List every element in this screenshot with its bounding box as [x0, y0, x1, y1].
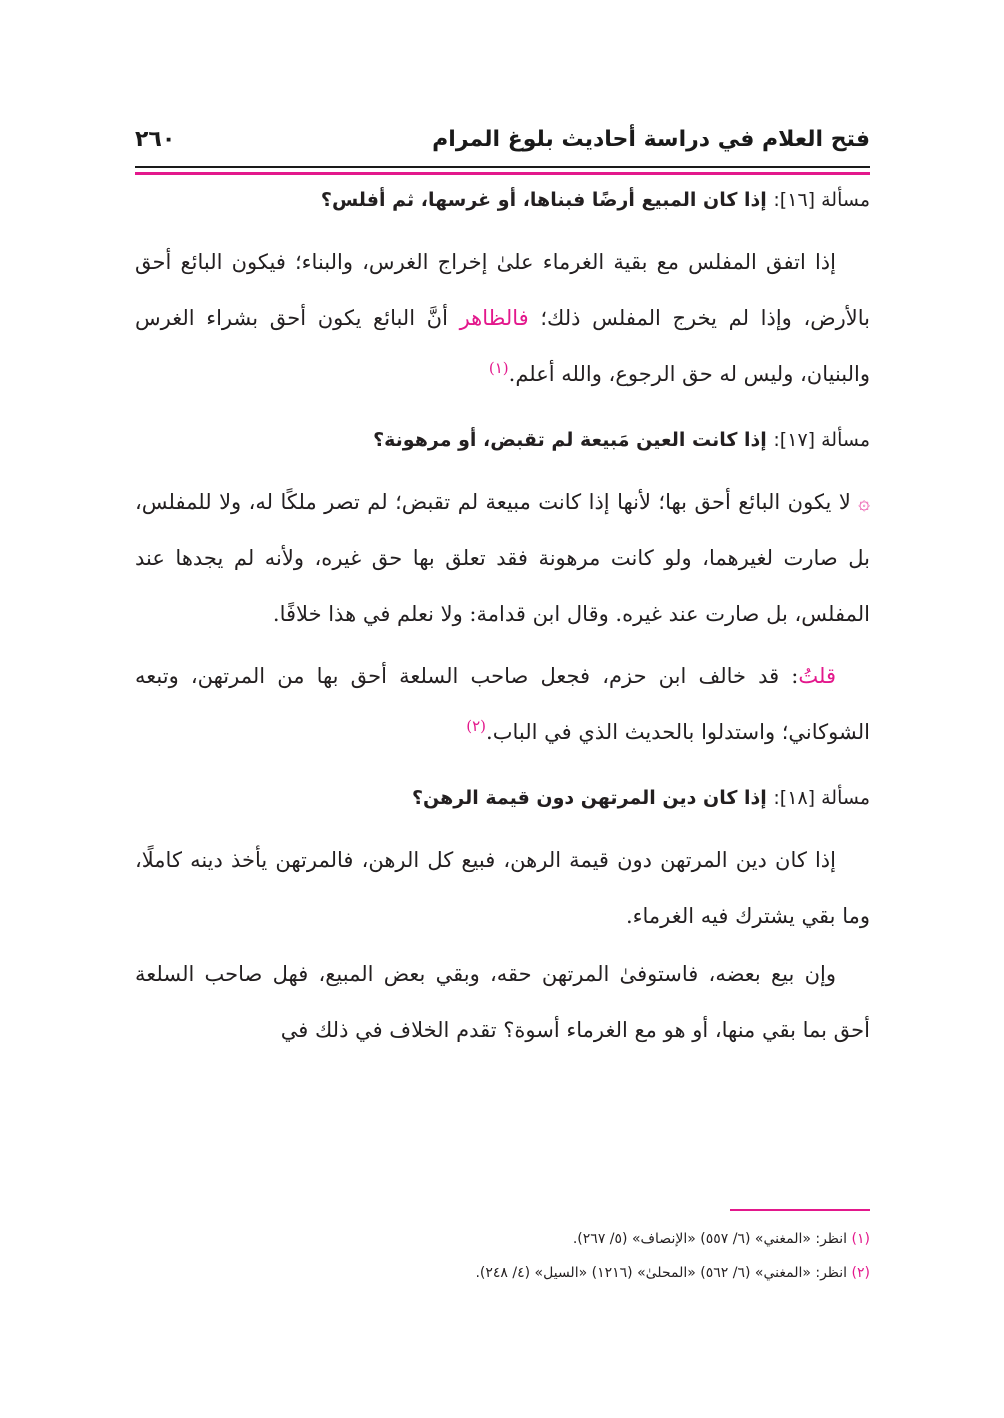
header-rule-pink: [135, 172, 870, 175]
issue-heading-18: [135, 778, 870, 818]
issue-label: مسألة [١٧]:: [773, 429, 870, 451]
page-header: [135, 125, 870, 173]
highlight-term: قلتُ: [798, 664, 836, 688]
paragraph-text: : قد خالف ابن حزم، فجعل صاحب السلعة أحق بها من المرتهن، وتبعه الشوكاني؛ واستدلوا بالحديث الذي في الباب.: [135, 664, 870, 744]
paragraph-text: وإن بيع بعضه، فاستوفىٰ المرتهن حقه، وبقي بعض المبيع، فهل صاحب السلعة أحق بما بقي منها، أو هو مع الغرماء أسوة؟ تقدم الخلاف في ذلك في: [135, 962, 870, 1042]
footnote-text: انظر: «المغني» (٦/ ٥٥٧) «الإنصاف» (٥/ ٢٦٧).: [572, 1231, 848, 1247]
paragraph-text: لا يكون البائع أحق بها؛ لأنها إذا كانت مبيعة لم تقبض؛ لم تصر ملكًا له، ولا للمفلس، بل صارت لغيرهما، ولو كانت مرهونة فقد تعلق بها حق غيره، ولأنه لم يجدها عند المفلس، بل صارت عند غيره. وقال ابن قدامة: ولا نعلم في هذا خلافًا.: [135, 490, 870, 626]
paragraph-text: إذا اتفق المفلس مع بقية الغرماء علىٰ إخراج الغرس، والبناء؛ فيكون البائع أحق بالأرض، وإذا لم يخرج المفلس ذلك؛: [135, 250, 870, 330]
issue-label: مسألة [١٨]:: [773, 787, 870, 809]
issue-title: إذا كان المبيع أرضًا فبناها، أو غرسها، ثم أفلس؟: [320, 189, 767, 211]
footnote-2: [135, 1256, 870, 1290]
footnote-1: [135, 1222, 870, 1256]
issue-title: إذا كان دين المرتهن دون قيمة الرهن؟: [411, 787, 767, 809]
footnotes: [135, 1222, 870, 1290]
page-body: [135, 180, 870, 1058]
footnote-reference[interactable]: (٢): [466, 717, 487, 735]
running-title: فتح العلام في دراسة أحاديث بلوغ المرام: [432, 127, 870, 152]
paragraph-text: أنَّ البائع يكون أحق بشراء الغرس والبنيان، وليس له حق الرجوع، والله أعلم.: [135, 306, 870, 386]
footnote-text: انظر: «المغني» (٦/ ٥٦٢) «المحلىٰ» (١٢١٦) «السيل» (٤/ ٢٤٨).: [475, 1265, 848, 1281]
issue-heading-16: [135, 180, 870, 220]
paragraph-issue-18: [135, 832, 870, 944]
paragraph-author-note: [135, 648, 870, 760]
footnote-reference[interactable]: (١): [488, 359, 509, 377]
footnote-mark: (١): [851, 1231, 870, 1247]
paragraph-issue-16: [135, 234, 870, 402]
flower-ornament-icon: ۞: [858, 490, 870, 514]
highlight-term: فالظاهر: [459, 306, 529, 330]
issue-heading-17: [135, 420, 870, 460]
paragraph-text: إذا كان دين المرتهن دون قيمة الرهن، فبيع كل الرهن، فالمرتهن يأخذ دينه كاملًا، وما بقي يشترك فيه الغرماء.: [135, 848, 870, 928]
page-number: ٢٦٠: [135, 127, 176, 152]
paragraph-issue-18-continued: [135, 946, 870, 1058]
footnote-mark: (٢): [851, 1265, 870, 1281]
paragraph-issue-17: [135, 474, 870, 642]
issue-label: مسألة [١٦]:: [773, 189, 870, 211]
header-rule-black: [135, 166, 870, 168]
issue-title: إذا كانت العين مَبيعة لم تقبض، أو مرهونة؟: [373, 429, 767, 451]
footnote-separator: [730, 1209, 870, 1211]
